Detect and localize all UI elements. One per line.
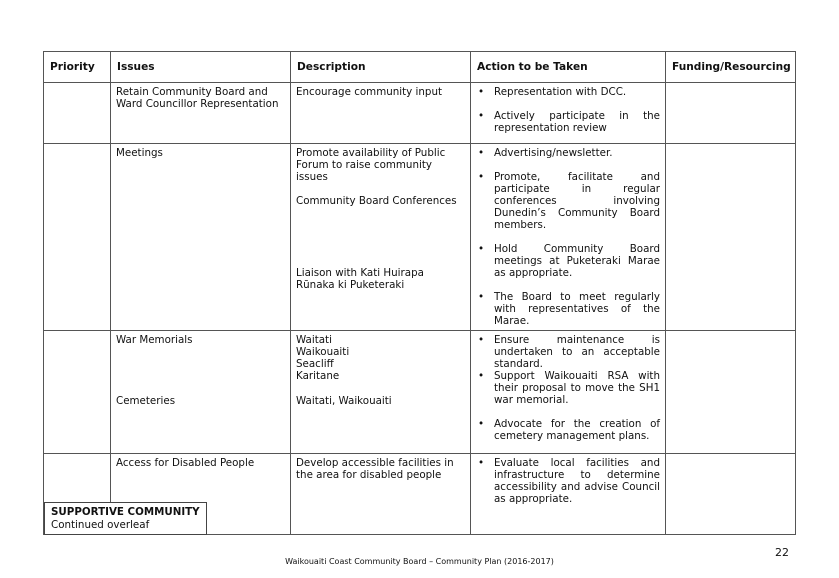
description-text: Encourage community input: [296, 86, 443, 98]
header-action: Action to be Taken: [471, 52, 666, 83]
action-item: • The Board to meet regularly with representatives of the Marae.: [476, 291, 660, 327]
action-item: • Actively participate in the representation review: [476, 110, 660, 134]
issue-text: Cemeteries: [116, 395, 176, 407]
action-item: • Promote, facilitate and participate in regular conferences involving Dunedin’s Community Board members.: [476, 171, 660, 231]
action-item: • Representation with DCC.: [476, 86, 660, 98]
action-item: • Support Waikouaiti RSA with their proposal to move the SH1 war memorial.: [476, 370, 660, 406]
description-cell: [291, 144, 471, 331]
header-priority: Priority: [44, 52, 111, 83]
action-cell: [471, 331, 666, 454]
header-issues: Issues: [111, 52, 291, 83]
description-text: Promote availability of Public Forum to raise community issues: [296, 147, 446, 183]
description-text: Karitane: [296, 370, 340, 382]
action-item: • Hold Community Board meetings at Puketeraki Marae as appropriate.: [476, 243, 660, 279]
priority-cell: [44, 331, 111, 454]
priority-cell: [44, 83, 111, 144]
issue-text: War Memorials: [116, 334, 193, 346]
action-item: • Ensure maintenance is undertaken to an acceptable standard.: [476, 334, 660, 370]
header-funding: Funding/Resourcing: [666, 52, 796, 83]
supportive-title: SUPPORTIVE COMMUNITY: [51, 506, 200, 518]
description-text: Seacliff: [296, 358, 334, 370]
funding-cell: [666, 83, 796, 144]
table-row: [44, 331, 796, 454]
description-text: Community Board Conferences: [296, 195, 457, 207]
community-plan-table: [43, 51, 796, 535]
header-description: Description: [291, 52, 471, 83]
description-cell: [291, 454, 471, 535]
page-footer: Waikouaiti Coast Community Board – Community Plan (2016-2017): [285, 557, 554, 566]
action-item: • Advertising/newsletter.: [476, 147, 660, 159]
description-text: Waitati: [296, 334, 332, 346]
description-cell: [291, 331, 471, 454]
description-text: Waikouaiti: [296, 346, 350, 358]
action-cell: [471, 83, 666, 144]
action-cell: [471, 144, 666, 331]
funding-cell: [666, 454, 796, 535]
continued-note: Continued overleaf: [51, 519, 150, 531]
funding-cell: [666, 144, 796, 331]
description-cell: [291, 83, 471, 144]
priority-cell: [44, 144, 111, 331]
table-row: [44, 83, 796, 144]
funding-cell: [666, 331, 796, 454]
description-text: Liaison with Kati Huirapa Rūnaka ki Puketeraki: [296, 267, 424, 291]
action-item: • Evaluate local facilities and infrastructure to determine accessibility and advise Council as appropriate.: [476, 457, 660, 505]
issue-cell: [111, 331, 291, 454]
table-row: [44, 144, 796, 331]
description-text: Waitati, Waikouaiti: [296, 395, 392, 407]
description-text: Develop accessible facilities in the area for disabled people: [296, 457, 454, 481]
page-number: 22: [775, 546, 789, 559]
action-item: • Advocate for the creation of cemetery management plans.: [476, 418, 660, 442]
supportive-community-box: [44, 502, 207, 535]
action-cell: [471, 454, 666, 535]
issue-cell: Retain Community Board and Ward Councillor Representation: [111, 83, 291, 144]
issue-cell: Access for Disabled People: [111, 454, 291, 535]
issue-cell: Meetings: [111, 144, 291, 331]
table-header-row: [44, 52, 796, 83]
